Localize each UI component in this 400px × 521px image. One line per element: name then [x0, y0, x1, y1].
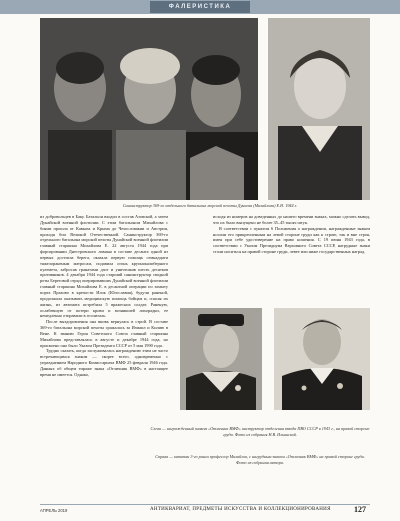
footer-date: АПРЕЛЬ 2019 — [40, 508, 68, 513]
officer-photo — [274, 308, 370, 410]
right-paragraph: В соответствии с пунктом 6 Положения о награждении, награжденные знаком носили его прикрепленным на левой стороне груди как к строю, так и вне строя, имея при себе удостоверение на право ношения. С 19 июня 1943 года, в соответствии с Указом Президиума Верховного Совета СССР, нагрудные знаки стали носиться на правой стороне груди, левее или ниже государственных наград. — [213, 225, 370, 255]
left-paragraph: После выздоровления она вновь вернулась в строй. В составе 369-го батальона морской пехоты сражалась за Измаил и Килию в Вене. К званию Героя Советского Союза главный старшина Михайлова представлялась в августе и декабре 1944 года, но присвоено оно было Указом Президента СССР от 5 мая 1990 года. — [40, 319, 168, 348]
group-photo — [40, 18, 258, 200]
header-band — [0, 0, 400, 14]
section-title: ФАЛЕРИСТИКА — [150, 1, 250, 13]
right-paragraph: исходя из номеров на доведенных до нашего времени знаках, можно сделать вывод, что их было выпущено не более 35–45 тысяч штук. — [213, 214, 370, 225]
left-text-column — [40, 214, 168, 378]
right-text-column — [213, 214, 370, 255]
sailor-photo — [180, 308, 262, 410]
left-photo-caption: Слева — награжденный знаком «Отличник ВМФ» инструктор отделения взвода ПВО СССР в 1943 г., на правой стороне груди. Фото из собрания Н.В. Ильинской. — [150, 426, 370, 437]
left-paragraph: Трудно сказать, когда заслуживалась награждению этим не часто встречающимся знаком — скорее всего, одновременно с упразднением Народного Комиссариата ВМФ 25 февраля 1946 года. Данных об общем тираже знака «Отличник ВМФ» в настоящее время не имеется. Однако, — [40, 348, 168, 377]
footer-magazine-title: АНТИКВАРИАТ, ПРЕДМЕТЫ ИСКУССТВА И КОЛЛЕКЦИОНИРОВАНИЯ — [150, 507, 331, 512]
footer-divider — [40, 504, 370, 505]
left-paragraph: из добровольцев в Баку. Батальон входил в состав Азовской, а затем Дунайской военной флотилии. С этим батальоном Михайлова с боями прошла от Кавказа и Крыма до Чехословакии и Австрии, проходя бои Великой Отечественной. Санинструктор 369-го отдельного батальона морской пехоты Дунайской военной флотилии главный старшина Михайлова Е. 22 августа 1944 года при форсировании Днестровского лимана в составе десанта одной из первых достигла берега, оказала первую помощь семнадцати тяжелораненым матросам, подавила огонь крупнокалиберного пулемета, забросав гранатами дзот и уничтожив шесть десятков противников. 4 декабря 1944 года старший санинструктор сводной роты Береговой отряд оперировавших Дунайской военной флотилии главный старшина Михайлова Е. в десантной операции по захвату порта Прахово в крепости Илок (Югославия), будучи раненой, продолжала оказывать медицинскую помощь бойцам и, спасая их жизнь, из автомата истребила 5 вражеских солдат. Раненую, ослабевшую от потери крови и возникшей лихорадки, ее немедленно отправили в госпиталь. — [40, 214, 168, 319]
page-number: 127 — [354, 505, 366, 514]
right-photo-caption: Справа — капитан 3-го ранга профессор Михайлов, с нагрудным знаком «Отличник ВМФ» на правой стороне груди. Фото из собрания автора. — [155, 454, 365, 465]
woman-portrait-photo — [268, 18, 370, 200]
top-photo-caption: Санинструктор 369-го отдельного батальона морской пехоты Дунаева (Михайлова) Е.Н. 1944 г. — [122, 203, 298, 208]
